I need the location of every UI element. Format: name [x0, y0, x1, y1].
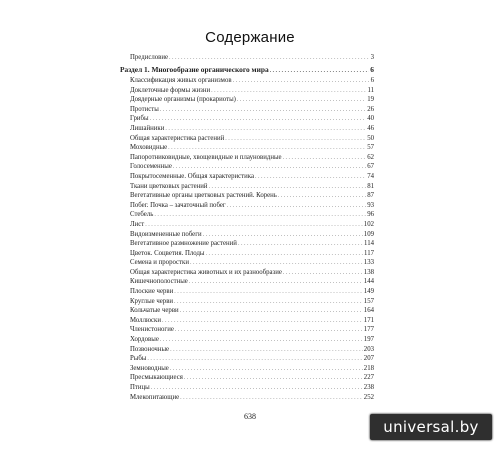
toc-dot-leader	[169, 52, 370, 64]
toc-entry	[130, 105, 374, 115]
toc-entry-page: 252	[363, 393, 374, 401]
toc-entry	[130, 373, 374, 383]
toc-entry-page: 87	[367, 192, 374, 200]
toc-entry-page: 26	[367, 105, 374, 113]
toc-entry-page: 102	[363, 220, 374, 228]
toc-entry-page: 81	[367, 182, 374, 190]
toc-entry	[130, 76, 374, 86]
toc-entry-page: 96	[367, 211, 374, 219]
toc-entry-label: Позвоночные	[130, 345, 170, 353]
toc-entry	[130, 239, 374, 249]
toc-entry	[130, 249, 374, 259]
toc-entry-label: Цветок. Соцветия. Плоды	[130, 249, 205, 257]
watermark-text: universal.by	[383, 418, 479, 436]
toc-entry	[130, 383, 374, 393]
toc-entry-page: 149	[363, 288, 374, 296]
toc-entry	[130, 182, 374, 192]
toc-entry-label: Предисловие	[130, 54, 169, 61]
toc-entry	[130, 153, 374, 163]
toc-entry	[130, 345, 374, 355]
toc-entry	[130, 364, 374, 374]
toc-entry-page: 144	[363, 278, 374, 286]
toc-entry-page: 67	[367, 163, 374, 171]
toc-entry-label: Классификация живых организмов	[130, 77, 232, 84]
toc-entry-label: Голосеменные	[130, 163, 172, 171]
toc-entry-page: 50	[367, 134, 374, 142]
toc-entry	[130, 52, 374, 63]
toc-entry-label: Видоизмененные побеги	[130, 230, 202, 238]
toc-entry-label: Хордовые	[130, 336, 159, 344]
toc-entry-page: 62	[367, 153, 374, 161]
toc-entry	[130, 86, 374, 96]
toc-entry	[130, 230, 374, 240]
toc-entry-page: 117	[364, 249, 374, 257]
toc-entry-page: 57	[367, 144, 374, 152]
toc-entry	[130, 335, 374, 345]
toc-dot-leader	[180, 393, 363, 404]
toc-entry-page: 11	[367, 86, 374, 94]
toc-entry	[130, 172, 374, 182]
toc-entry-label: Птицы	[130, 384, 150, 391]
toc-entry-label: Семена и проростки	[130, 259, 189, 267]
toc-entry-label: Земноводные	[130, 364, 169, 372]
toc-entry-page: 157	[363, 297, 374, 305]
toc-entry	[130, 201, 374, 211]
toc-entry	[130, 220, 374, 230]
page-title: Содержание	[205, 29, 295, 46]
toc-entry-label: Вегетативные органы цветковых растений. Корень	[130, 192, 277, 200]
toc-entry-label: Моллюски	[130, 316, 162, 324]
toc-entry	[130, 306, 374, 316]
toc-entry-page: 6	[370, 77, 374, 84]
toc-entry-page: 6	[370, 65, 374, 74]
toc-entry-label: Папоротниковидные, хвощевидные и плауновидные	[130, 153, 282, 161]
toc-entry	[130, 191, 374, 201]
toc-entry-page: 46	[367, 124, 374, 132]
toc-entry-label: Вегетативное размножение растений	[130, 240, 237, 248]
toc-entry	[130, 316, 374, 326]
toc-entry	[130, 114, 374, 124]
toc-entry-page: 138	[363, 268, 374, 276]
toc-entry	[130, 354, 374, 364]
toc-entry-page: 177	[363, 326, 374, 334]
toc-entry	[130, 325, 374, 335]
toc-entry-page: 114	[364, 240, 374, 248]
toc-entry	[130, 143, 374, 153]
toc-entry	[130, 297, 374, 307]
toc-entry-page: 19	[367, 96, 374, 104]
toc-entry	[130, 134, 374, 144]
toc-entry-page: 133	[363, 259, 374, 267]
toc-entry-page: 203	[363, 345, 374, 353]
toc-entry-label: Стебель	[130, 211, 154, 219]
page-number: 638	[244, 412, 256, 421]
toc-entry-label: Доклеточные формы жизни	[130, 86, 211, 94]
toc-entry-page: 197	[363, 336, 374, 344]
toc-entry-page: 3	[370, 54, 374, 61]
toc-entry-label: Лишайники	[130, 124, 165, 132]
toc-entry-label: Ткани цветковых растений	[130, 182, 208, 190]
toc-entry-page: 218	[363, 364, 374, 372]
toc-entry-label: Млекопитающие	[130, 393, 180, 401]
toc-entry	[130, 162, 374, 172]
toc-entry-label: Раздел 1. Многообразие органического мира	[120, 65, 269, 74]
toc-entry-page: 93	[367, 201, 374, 209]
toc-entry	[130, 393, 374, 403]
toc-entry-label: Рыбы	[130, 355, 147, 363]
toc-entry-label: Членистоногие	[130, 326, 174, 334]
toc-entry	[130, 258, 374, 268]
toc-entry-label: Лист	[130, 220, 145, 228]
toc-entry	[130, 268, 374, 278]
toc-entry-label: Протисты	[130, 105, 159, 113]
toc-entry-page: 164	[363, 307, 374, 315]
toc-entry-label: Общая характеристика растений	[130, 134, 225, 142]
toc-entry-label: Доядерные организмы (прокариоты)	[130, 96, 236, 104]
toc-entry	[130, 210, 374, 220]
toc-entry	[130, 124, 374, 134]
toc-entry-label: Моховидные	[130, 144, 168, 152]
table-of-contents	[120, 52, 374, 402]
toc-entry-label: Пресмыкающиеся	[130, 374, 183, 382]
toc-entry-page: 40	[367, 115, 374, 123]
toc-entry-label: Круглые черви	[130, 297, 174, 305]
toc-entry	[130, 95, 374, 105]
toc-entry	[130, 287, 374, 297]
toc-entry-page: 109	[363, 230, 374, 238]
toc-entry-label: Общая характеристика животных и их разнообразие	[130, 268, 282, 276]
toc-entry-label: Грибы	[130, 115, 149, 123]
toc-entry-label: Побег. Почка – зачаточный побег	[130, 201, 226, 209]
watermark-badge	[370, 414, 492, 440]
toc-entry-page: 238	[363, 384, 374, 391]
toc-entry-page: 74	[367, 172, 374, 180]
toc-entry-page: 171	[363, 316, 374, 324]
toc-entry-label: Покрытосеменные. Общая характеристика	[130, 172, 254, 180]
toc-entry-label: Кишечнополостные	[130, 278, 188, 286]
toc-entry	[130, 277, 374, 287]
toc-entry-label: Кольчатые черви	[130, 307, 179, 315]
toc-entry-page: 227	[363, 374, 374, 382]
toc-entry-page: 207	[363, 355, 374, 363]
toc-section-heading	[120, 64, 374, 76]
toc-entry-label: Плоские черви	[130, 288, 174, 296]
